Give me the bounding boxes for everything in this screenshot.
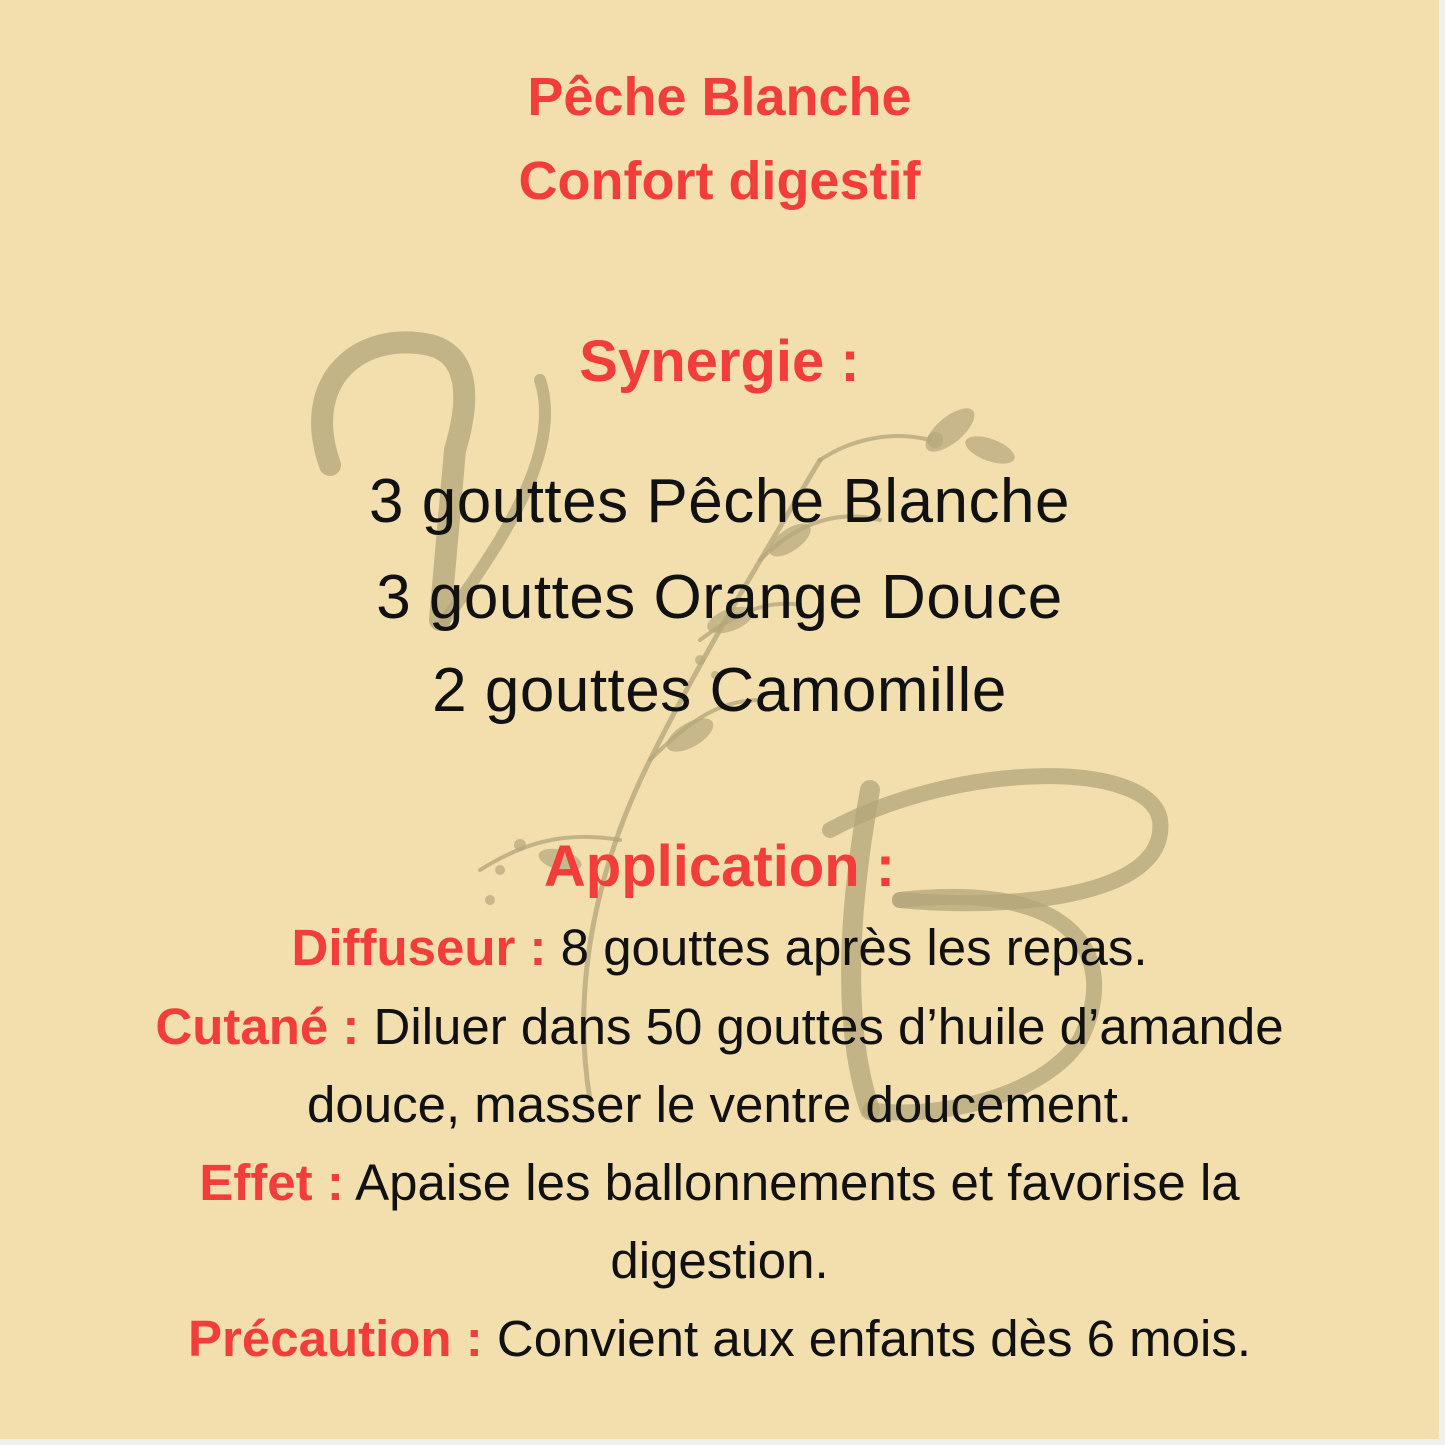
ingredient-item: 3 gouttes Orange Douce <box>376 563 1063 632</box>
diffuser-text: 8 gouttes après les repas. <box>560 919 1148 976</box>
precaution-row <box>0 1310 1439 1367</box>
effect-row <box>0 1154 1439 1211</box>
cutaneous-label: Cutané : <box>155 998 360 1055</box>
page-edge-bottom <box>0 1439 1445 1445</box>
diffuser-row <box>0 919 1439 976</box>
cutaneous-row <box>0 998 1439 1055</box>
cutaneous-text-line1: Diluer dans 50 gouttes d’huile d’amande <box>373 998 1284 1055</box>
cutaneous-text-line2: douce, masser le ventre doucement. <box>307 1076 1132 1133</box>
ingredient-item: 3 gouttes Pêche Blanche <box>369 467 1070 536</box>
page-title-line1: Pêche Blanche <box>527 67 912 127</box>
page-title-line2: Confort digestif <box>518 151 921 211</box>
effect-text-line1: Apaise les ballonnements et favorise la <box>355 1154 1240 1211</box>
precaution-text: Convient aux enfants dès 6 mois. <box>496 1310 1251 1367</box>
effect-label: Effet : <box>199 1154 344 1211</box>
ingredient-item: 2 gouttes Camomille <box>432 656 1007 725</box>
page-edge-right <box>1439 0 1445 1445</box>
diffuser-label: Diffuseur : <box>291 919 547 976</box>
synergy-heading: Synergie : <box>579 329 860 394</box>
effect-text-line2: digestion. <box>610 1232 829 1289</box>
precaution-label: Précaution : <box>188 1310 483 1367</box>
application-heading: Application : <box>543 834 896 899</box>
